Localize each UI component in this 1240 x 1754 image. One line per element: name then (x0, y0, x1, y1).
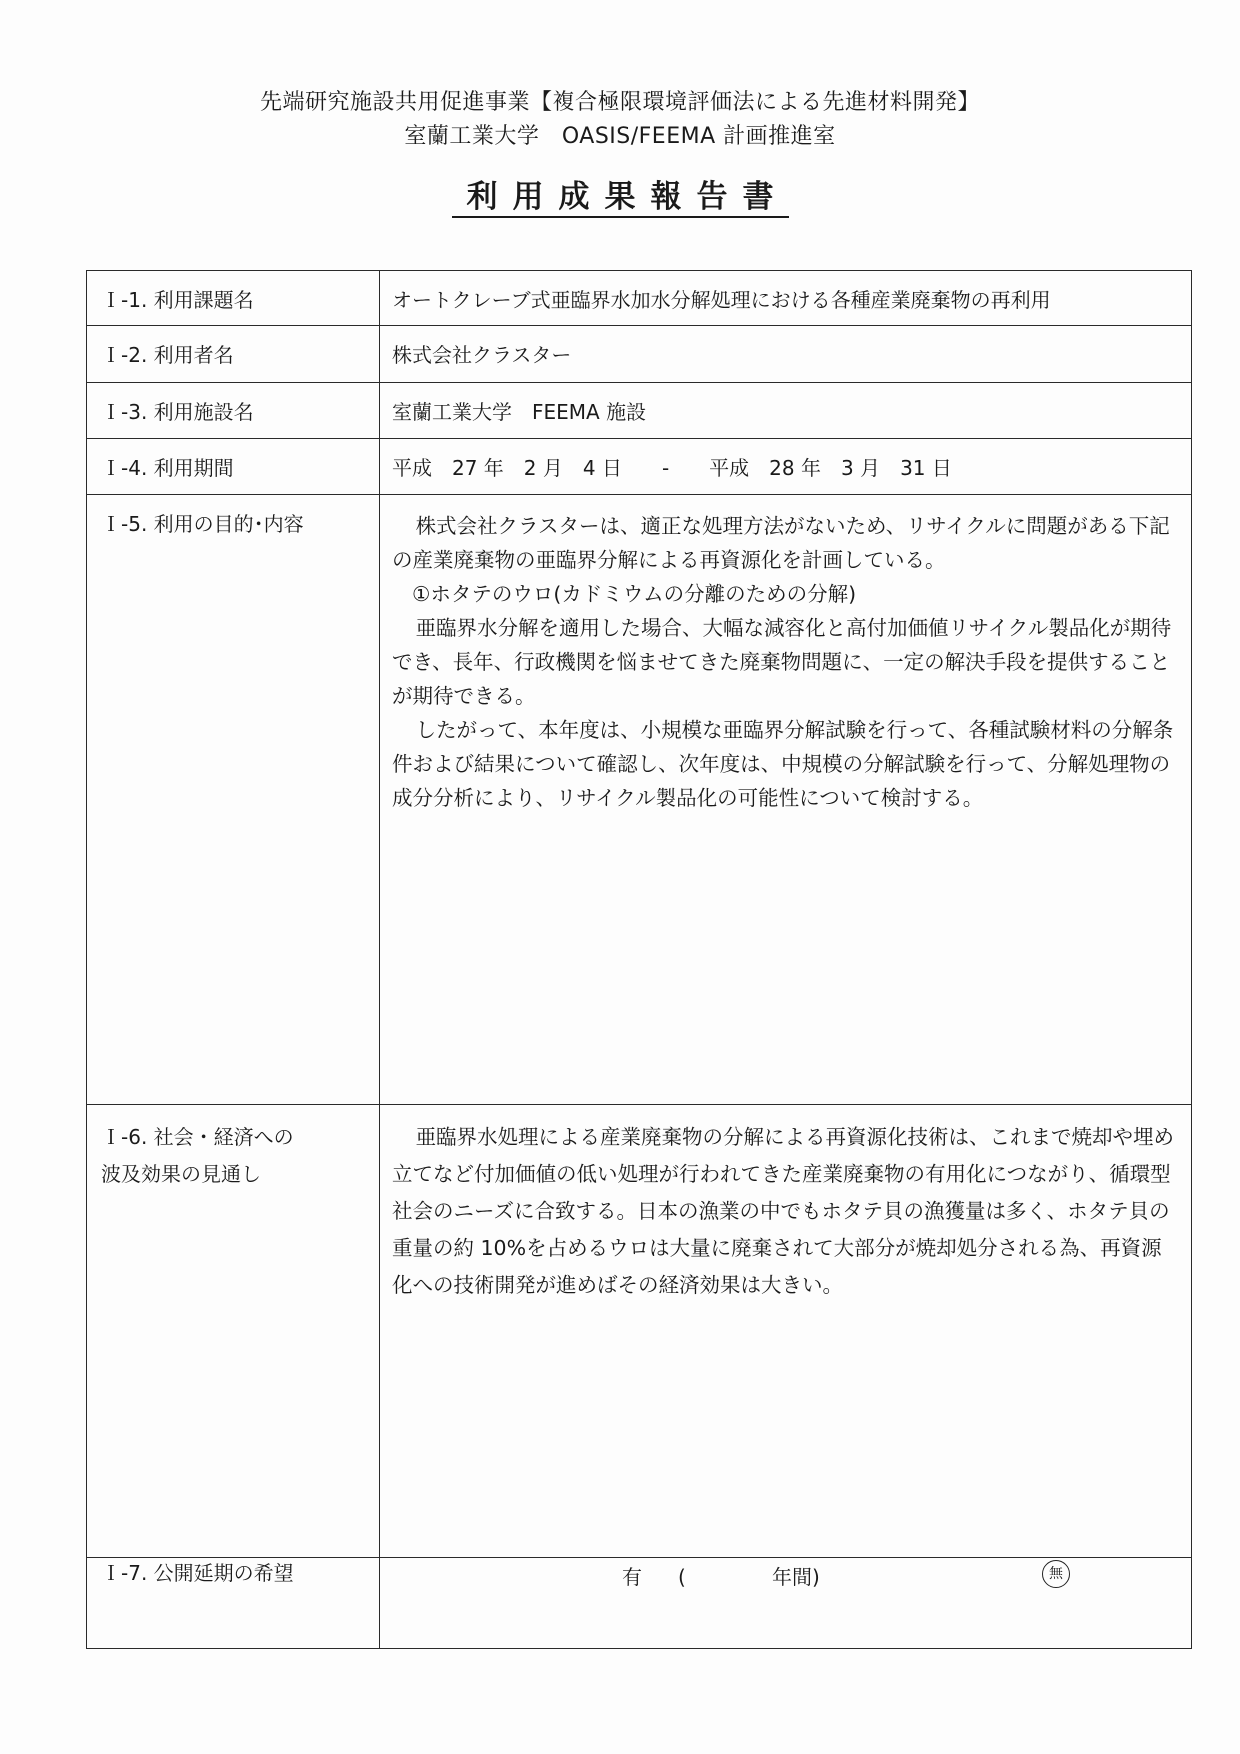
impact-paragraph: 亜臨界水処理による産業廃棄物の分解による再資源化技術は、これまで焼却や埋め立てなど付加価値の低い処理が行われてきた産業廃棄物の有用化につながり、循環型社会のニーズに合致する。日本の漁業の中でもホタテ貝の漁獲量は多く、ホタテ貝の重量の約 10%を占めるウロは大量に廃棄されて大部分が焼却処分される為、再資源化への技術開発が進めばその経済効果は大きい。 (392, 1125, 1175, 1297)
label-publication-delay: Ｉ-7. 公開延期の希望 (87, 1558, 380, 1649)
table-row (87, 271, 1192, 326)
table-row (87, 1558, 1192, 1649)
purpose-paragraph-2: 亜臨界水分解を適用した場合、大幅な減容化と高付加価値リサイクル製品化が期待でき、長年、行政機関を悩ませてきた廃棄物問題に、一定の解決手段を提供することが期待できる。 (392, 616, 1172, 708)
publication-years-field[interactable]: 年間) (772, 1565, 820, 1589)
table-row (87, 326, 1192, 383)
value-project-title: オートクレーブ式亜臨界水加水分解処理における各種産業廃棄物の再利用 (380, 271, 1192, 326)
usage-period-text: 平成 27 年 2 月 4 日 - 平成 28 年 3 月 31 日 (392, 456, 952, 480)
value-purpose (380, 495, 1192, 1105)
purpose-item-1: ①ホタテのウロ(カドミウムの分離のための分解) (412, 582, 857, 606)
label-project-title: Ｉ-1. 利用課題名 (87, 271, 380, 326)
report-title-wrap (0, 178, 1240, 218)
label-user-name: Ｉ-2. 利用者名 (87, 326, 380, 383)
value-impact (380, 1105, 1192, 1558)
label-facility-name: Ｉ-3. 利用施設名 (87, 383, 380, 439)
publication-paren: ( (678, 1565, 686, 1589)
office-name: 室蘭工業大学 OASIS/FEEMA 計画推進室 (404, 124, 836, 149)
value-user-name: 株式会社クラスター (380, 326, 1192, 383)
label-usage-period: Ｉ-4. 利用期間 (87, 439, 380, 495)
label-purpose: Ｉ-5. 利用の目的･内容 (87, 495, 380, 1105)
table-row (87, 495, 1192, 1105)
document-header (0, 86, 1240, 154)
value-facility-name: 室蘭工業大学 FEEMA 施設 (380, 383, 1192, 439)
publication-options (392, 1558, 1179, 1598)
publication-no-option-circled[interactable]: 無 (1042, 1560, 1070, 1588)
table-row (87, 383, 1192, 439)
table-row (87, 439, 1192, 495)
program-title: 先端研究施設共用促進事業【複合極限環境評価法による先進材料開発】 (259, 90, 980, 115)
value-usage-period (380, 439, 1192, 495)
report-form-table (86, 270, 1192, 1649)
publication-yes-option[interactable]: 有 (622, 1565, 642, 1589)
label-impact-line1: Ｉ-6. 社会・経済への (101, 1125, 294, 1149)
purpose-paragraph-1: 株式会社クラスターは、適正な処理方法がないため、リサイクルに問題がある下記の産業廃棄物の亜臨界分解による再資源化を計画している。 (392, 514, 1170, 572)
purpose-paragraph-3: したがって、本年度は、小規模な亜臨界分解試験を行って、各種試験材料の分解条件および結果について確認し、次年度は、中規模の分解試験を行って、分解処理物の成分分析により、リサイクル製品化の可能性について検討する。 (392, 718, 1174, 810)
label-impact (87, 1105, 380, 1558)
report-title: 利用成果報告書 (452, 178, 789, 218)
label-impact-line2: 波及効果の見通し (101, 1162, 261, 1186)
value-publication-delay (380, 1558, 1192, 1649)
table-row (87, 1105, 1192, 1558)
